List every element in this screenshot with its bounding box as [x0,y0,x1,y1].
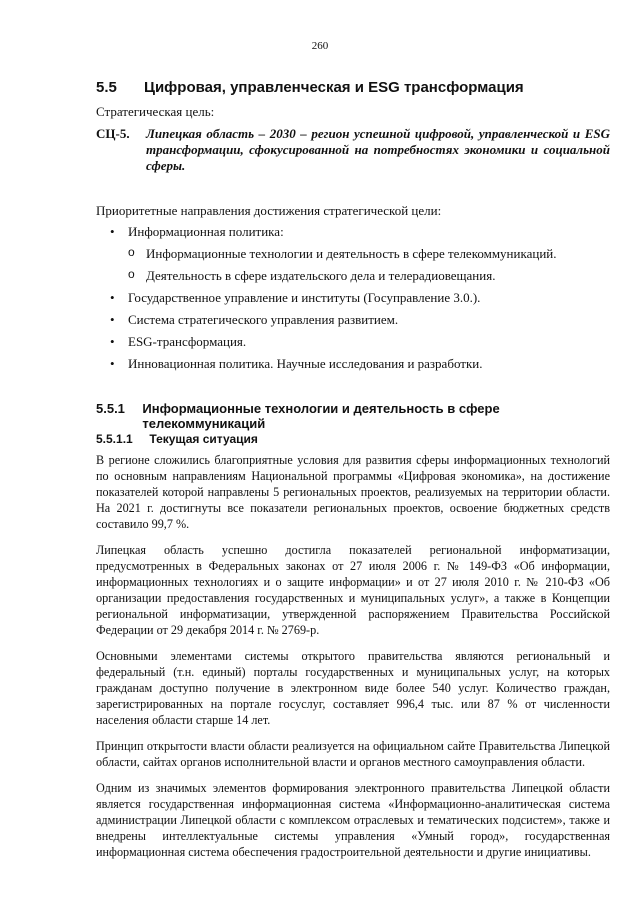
subsubsection-title: Текущая ситуация [149,432,258,446]
page-number: 260 [311,40,329,52]
priority-label: Информационная политика: [128,224,284,239]
section-title: Цифровая, управленческая и ESG трансформация [144,79,524,96]
subsubsection-number: 5.5.1.1 [96,432,133,446]
strategic-goal-label: Стратегическая цель: [96,104,215,119]
priority-subitem: o Деятельность в сфере издательского дела и телерадиовещания. [128,267,610,284]
subsubsection-heading [96,432,258,446]
subsection-number: 5.5.1 [96,401,125,416]
strategic-goal [96,126,610,174]
paragraph: В регионе сложились благоприятные условия для развития сферы информационных технологий по основным направлениям Национальной программы «Цифровая экономика», на достижение показателей которой направлены 5 региональных проектов, реализуемых на территории области. На 2021 г. достигнуты все показатели региональных проектов, освоение бюджетных средств составило 99,7 %. [96,453,610,531]
goal-text: Липецкая область – 2030 – регион успешной цифровой, управленческой и ESG трансформации, сфокусированной на потребностях экономики и социальной сферы. [146,126,610,173]
section-heading [96,79,610,96]
subsection-title: Информационные технологии и деятельность в сфере телекоммуникаций [142,401,500,431]
priority-item: • Система стратегического управления развитием. [96,311,610,328]
priorities-list [96,218,610,372]
section-number: 5.5 [96,79,117,96]
paragraph: Липецкая область успешно достигла показателей региональной информатизации, предусмотренных в Федеральных законах от 27 июля 2006 г. № 149-ФЗ «Об информации, информационных технологиях и о защите информации» и от 27 июля 2010 г. № 210-ФЗ «Об организации предоставления государственных и муниципальных услуг», а также в Концепции региональной информатизации, утвержденной распоряжением Правительства Российской Федерации от 29 декабря 2014 г. № 2769-р. [96,543,610,637]
goal-code: СЦ-5. [96,126,130,141]
priority-sublist [128,245,610,284]
priority-item: • Инновационная политика. Научные исследования и разработки. [96,355,610,372]
priority-subitem: o Информационные технологии и деятельность в сфере телекоммуникаций. [128,245,610,262]
subsection-heading [96,401,610,431]
paragraph: Одним из значимых элементов формирования электронного правительства Липецкой области является государственная информационная система «Информационно-аналитическая система администрации Липецкой области с комплексом отраслевых и тематических подсистем», также и внедрены интеллектуальные системы управления «Умный город», государственная информационная система обеспечения градостроительной деятельности и другие инициативы. [96,781,610,859]
paragraph: Основными элементами системы открытого правительства являются региональный и федеральный (т.н. единый) порталы государственных и муниципальных услуг, на которых гражданам доступно получение в электронном виде более 540 услуг. Количество граждан, зарегистрированных на портале госуслуг, составляет 996,4 тыс. или 87 % от численности населения области старше 14 лет. [96,649,610,727]
priority-item: • ESG-трансформация. [96,333,610,350]
paragraph: Принцип открытости власти области реализуется на официальном сайте Правительства Липецкой области, сайтах органов исполнительной власти и органов местного самоуправления области. [96,739,610,769]
priority-item [96,223,610,284]
priorities-intro: Приоритетные направления достижения стратегической цели: [96,203,442,218]
priority-item: • Государственное управление и институты (Госуправление 3.0.). [96,289,610,306]
body-text [96,452,610,870]
